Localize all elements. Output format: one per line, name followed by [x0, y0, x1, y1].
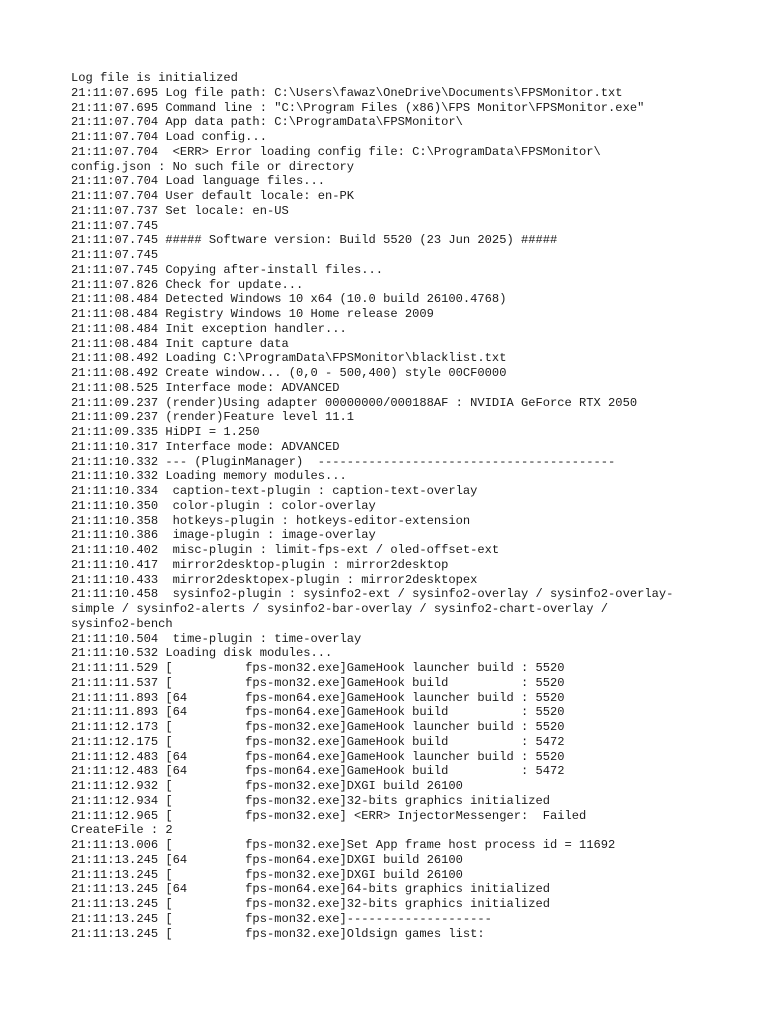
- log-line: 21:11:08.525 Interface mode: ADVANCED: [71, 380, 340, 395]
- log-line: 21:11:10.532 Loading disk modules...: [71, 646, 333, 661]
- log-line: 21:11:07.745 Copying after-install files...: [71, 262, 384, 277]
- log-line: CreateFile : 2: [71, 823, 173, 838]
- log-line: 21:11:10.458 sysinfo2-plugin : sysinfo2-ext / sysinfo2-overlay / sysinfo2-overlay-: [71, 587, 674, 602]
- log-line: 21:11:10.386 image-plugin : image-overlay: [71, 528, 376, 543]
- log-line: 21:11:07.745: [71, 218, 159, 233]
- log-line: 21:11:07.695 Command line : "C:\Program Files (x86)\FPS Monitor\FPSMonitor.exe": [71, 100, 645, 115]
- log-line: 21:11:11.537 [ fps-mon32.exe]GameHook build : 5520: [71, 675, 565, 690]
- log-line: 21:11:12.483 [64 fps-mon64.exe]GameHook launcher build : 5520: [71, 749, 565, 764]
- log-line: 21:11:10.433 mirror2desktopex-plugin : mirror2desktopex: [71, 572, 478, 587]
- log-line: 21:11:10.317 Interface mode: ADVANCED: [71, 439, 340, 454]
- log-line: 21:11:13.245 [ fps-mon32.exe]Oldsign games list:: [71, 926, 485, 941]
- log-line: 21:11:10.332 --- (PluginManager) -----------------------------------------: [71, 454, 616, 469]
- log-line: 21:11:08.484 Detected Windows 10 x64 (10.0 build 26100.4768): [71, 292, 507, 307]
- log-line: 21:11:08.484 Init exception handler...: [71, 321, 347, 336]
- log-line: 21:11:12.173 [ fps-mon32.exe]GameHook launcher build : 5520: [71, 720, 565, 734]
- log-line: 21:11:08.484 Registry Windows 10 Home release 2009: [71, 307, 434, 321]
- log-line: 21:11:13.245 [ fps-mon32.exe]DXGI build 26100: [71, 867, 463, 882]
- log-line: 21:11:09.335 HiDPI = 1.250: [71, 425, 260, 439]
- log-line: 21:11:12.175 [ fps-mon32.exe]GameHook build : 5472: [71, 734, 565, 749]
- log-line: 21:11:08.492 Loading C:\ProgramData\FPSMonitor\blacklist.txt: [71, 351, 507, 366]
- log-document: [71, 71, 731, 941]
- log-line: 21:11:12.934 [ fps-mon32.exe]32-bits graphics initialized: [71, 793, 550, 808]
- log-line: 21:11:13.245 [ fps-mon32.exe]32-bits graphics initialized: [71, 897, 550, 911]
- log-line: 21:11:13.245 [64 fps-mon64.exe]64-bits graphics initialized: [71, 882, 550, 897]
- log-line: Log file is initialized: [71, 71, 238, 85]
- log-line: 21:11:07.704 Load language files...: [71, 174, 326, 189]
- log-line: 21:11:11.529 [ fps-mon32.exe]GameHook launcher build : 5520: [71, 661, 565, 675]
- log-line: 21:11:07.704 User default locale: en-PK: [71, 189, 355, 203]
- log-line: 21:11:10.402 misc-plugin : limit-fps-ext / oled-offset-ext: [71, 543, 500, 557]
- log-line: 21:11:07.704 <ERR> Error loading config file: C:\ProgramData\FPSMonitor\: [71, 144, 601, 159]
- log-line: 21:11:08.484 Init capture data: [71, 336, 289, 351]
- log-line: 21:11:07.745: [71, 248, 159, 262]
- log-line: 21:11:13.245 [ fps-mon32.exe]--------------------: [71, 911, 492, 926]
- log-line: config.json : No such file or directory: [71, 159, 355, 174]
- log-line: 21:11:11.893 [64 fps-mon64.exe]GameHook build : 5520: [71, 705, 565, 720]
- log-line: 21:11:07.704 App data path: C:\ProgramData\FPSMonitor\: [71, 115, 463, 130]
- log-line: simple / sysinfo2-alerts / sysinfo2-bar-overlay / sysinfo2-chart-overlay /: [71, 602, 609, 616]
- log-line: 21:11:07.704 Load config...: [71, 130, 267, 144]
- log-line: 21:11:07.737 Set locale: en-US: [71, 203, 289, 218]
- log-line: 21:11:07.826 Check for update...: [71, 277, 304, 292]
- log-line: 21:11:13.006 [ fps-mon32.exe]Set App frame host process id = 11692: [71, 838, 616, 852]
- log-line: 21:11:07.695 Log file path: C:\Users\fawaz\OneDrive\Documents\FPSMonitor.txt: [71, 85, 623, 100]
- log-line: 21:11:12.483 [64 fps-mon64.exe]GameHook build : 5472: [71, 764, 565, 779]
- log-line: 21:11:12.965 [ fps-mon32.exe] <ERR> InjectorMessenger: Failed: [71, 808, 587, 823]
- log-line: 21:11:11.893 [64 fps-mon64.exe]GameHook launcher build : 5520: [71, 690, 565, 705]
- log-line: 21:11:10.358 hotkeys-plugin : hotkeys-editor-extension: [71, 513, 471, 528]
- log-line: 21:11:10.350 color-plugin : color-overlay: [71, 498, 376, 513]
- log-line: 21:11:09.237 (render)Using adapter 00000000/000188AF : NVIDIA GeForce RTX 2050: [71, 395, 638, 410]
- log-line: 21:11:09.237 (render)Feature level 11.1: [71, 410, 355, 425]
- log-line: 21:11:10.332 Loading memory modules...: [71, 469, 347, 484]
- log-line: 21:11:07.745 ##### Software version: Build 5520 (23 Jun 2025) #####: [71, 233, 558, 248]
- log-line: 21:11:10.504 time-plugin : time-overlay: [71, 631, 362, 646]
- log-line: sysinfo2-bench: [71, 616, 173, 631]
- log-line: 21:11:10.334 caption-text-plugin : caption-text-overlay: [71, 484, 478, 498]
- log-line: 21:11:08.492 Create window... (0,0 - 500,400) style 00CF0000: [71, 366, 507, 380]
- log-line: 21:11:10.417 mirror2desktop-plugin : mirror2desktop: [71, 557, 449, 572]
- log-line: 21:11:12.932 [ fps-mon32.exe]DXGI build 26100: [71, 779, 463, 793]
- log-line: 21:11:13.245 [64 fps-mon64.exe]DXGI build 26100: [71, 852, 463, 867]
